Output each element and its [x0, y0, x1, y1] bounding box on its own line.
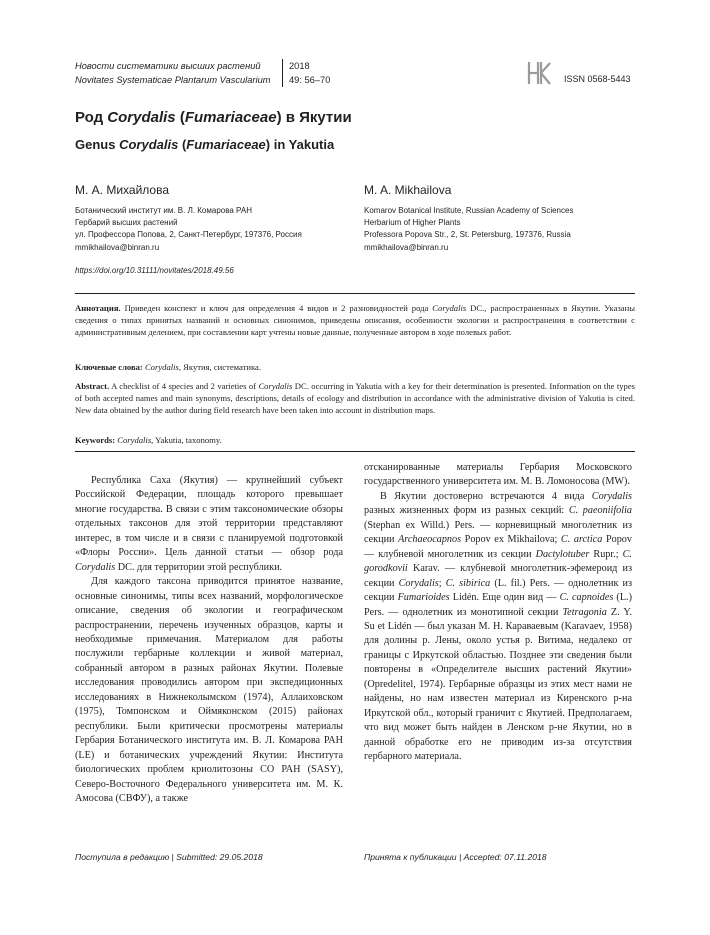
body-column-right: [364, 461, 632, 765]
body-column-left: [75, 474, 343, 806]
article-title-ru: Род Corydalis (Fumariaceae) в Якутии: [75, 109, 352, 126]
divider-top: [75, 293, 635, 294]
abstract-en: Abstract. A checklist of 4 species and 2 varieties of Corydalis DC. occurring in Yakutia with a key for their determination is presented. Information on the types of both accepted names and main synonyms, descriptions, details of ecology and distribution in accordance with the administrative division of Yakutia is cited. New data obtained by the author during field research have been taken into account in distribution maps.: [75, 381, 635, 415]
footer-accepted: Принята к публикации | Accepted: 07.11.2018: [364, 852, 547, 862]
issue-year: 2018: [289, 61, 310, 71]
doi-link[interactable]: https://doi.org/10.31111/novitates/2018.49.56: [75, 266, 234, 275]
author-affiliation-en: Komarov Botanical Institute, Russian Academy of Sciences Herbarium of Higher Plants Professora Popova Str., 2, St. Petersburg, 197376, Russia mmikhailova@binran.ru: [364, 205, 573, 254]
keywords-en: Keywords: Corydalis, Yakutia, taxonomy.: [75, 435, 222, 445]
author-email-ru[interactable]: mmikhailova@binran.ru: [75, 242, 160, 252]
footer-submitted: Поступила в редакцию | Submitted: 29.05.2018: [75, 852, 263, 862]
author-name-en: M. A. Mikhailova: [364, 183, 452, 197]
paragraph-methods: Для каждого таксона приводится принятое название, основные синонимы, типы всех названий, морфологическое описание, сведения об экологии и географическом распространении, перечень изученных образцов, карты и необходимые примечания. Материалом для работы послужили гербарные коллекции и живой материал, собранный автором в разных районах Якутии. Полевые исследования проводились автором при экспедиционных исследованиях в Нижнеколымском (1974), Аллаиховском (1975), Томпонском и Оймяконском (2015) районах республики. Были критически просмотрены материалы Гербария Ботанического института им. В. Л. Комарова РАН (LE) и ботанических учреждений Якутии: Института биологических проблем криолитозоны СО РАН (SASY), Северо-Восточного Федерального университета им. М. К. Амосова (СВФУ), а также: [75, 576, 343, 804]
paragraph-species: В Якутии достоверно встречаются 4 вида Corydalis разных жизненных форм из разных секций: C. paeoniifolia (Stephan ex Willd.) Pers. — корневищный многолетник из секции Archaeocapnos Popov ex Mikhailova; C. arctica Popov — клубневой многолетник из секции Dactylotuber Rupr.; C. gorodkovii Karav. — клубневой многолетник-эфемероид из секции Corydalis; C. sibirica (L. fil.) Pers. — однолетник из секции Fumarioides Lidén. Еще один вид — C. capnoides (L.) Pers. — однолетник из монотипной секции Tetragonia Z. Y. Su et Lidén — был указан М. Н. Караваевым (Karavaev, 1958) для долины р. Лены, около устья р. Витима, недалеко от границы с Иркутской областью. Позднее эти сведения были повторены в «Определителе высших растений Якутии» (Opredelitel, 1974). Гербарные образцы из этих мест нами не найдены, но нам известен материал из Киренского р-на Иркутской обл., который граничит с Якутией. Предполагаем, что вид может быть найден в Ленском р-не Якутии, но в данной обработке его не приводим из-за отсутствия гербарного материала.: [364, 490, 632, 763]
journal-name: [75, 60, 270, 87]
author-affiliation-ru: Ботанический институт им. В. Л. Комарова РАН Гербарий высших растений ул. Профессора Попова, 2, Санкт-Петербург, 197376, Россия mmikhailova@binran.ru: [75, 205, 302, 254]
issue-volume-pages: 49: 56–70: [289, 74, 331, 85]
paragraph-intro: Республика Саха (Якутия) — крупнейший субъект Российской Федерации, площадь которого превышает многие государства. В связи с этим таксономические обзоры отдельных таксонов для этой территории представляют интерес, в том числе и в связи с планируемой подготовкой «Флоры России». Цель данной статьи — обзор рода Corydalis DC. для территории этой республики.: [75, 475, 343, 573]
article-title-en: Genus Corydalis (Fumariaceae) in Yakutia: [75, 137, 335, 152]
journal-monogram-logo-icon: [524, 60, 554, 86]
author-email-en[interactable]: mmikhailova@binran.ru: [364, 242, 449, 252]
header-divider: [282, 59, 283, 87]
author-name-ru: М. А. Михайлова: [75, 183, 170, 197]
divider-bottom: [75, 451, 635, 452]
keywords-ru: Ключевые слова: Corydalis, Якутия, систематика.: [75, 362, 261, 372]
paragraph-continued: отсканированные материалы Гербария Московского государственного университета им. М. В. Ломоносова (MW).: [364, 462, 632, 488]
issn: ISSN 0568-5443: [564, 74, 631, 84]
issue-info: [289, 60, 330, 87]
journal-name-en: Novitates Systematicae Plantarum Vascularium: [75, 74, 271, 85]
annotation-ru: Аннотация. Приведен конспект и ключ для определения 4 видов и 2 разновидностей рода Corydalis DC., распространенных в Якутии. Указаны сведения о типах принятых названий и основных синонимов, приведены описания, особенности экологии и распространения в соответствии с административным делением, при составлении карт учтены новые данные, полученные автором в ходе полевых работ.: [75, 303, 635, 337]
journal-name-ru: Новости систематики высших растений: [75, 61, 261, 71]
